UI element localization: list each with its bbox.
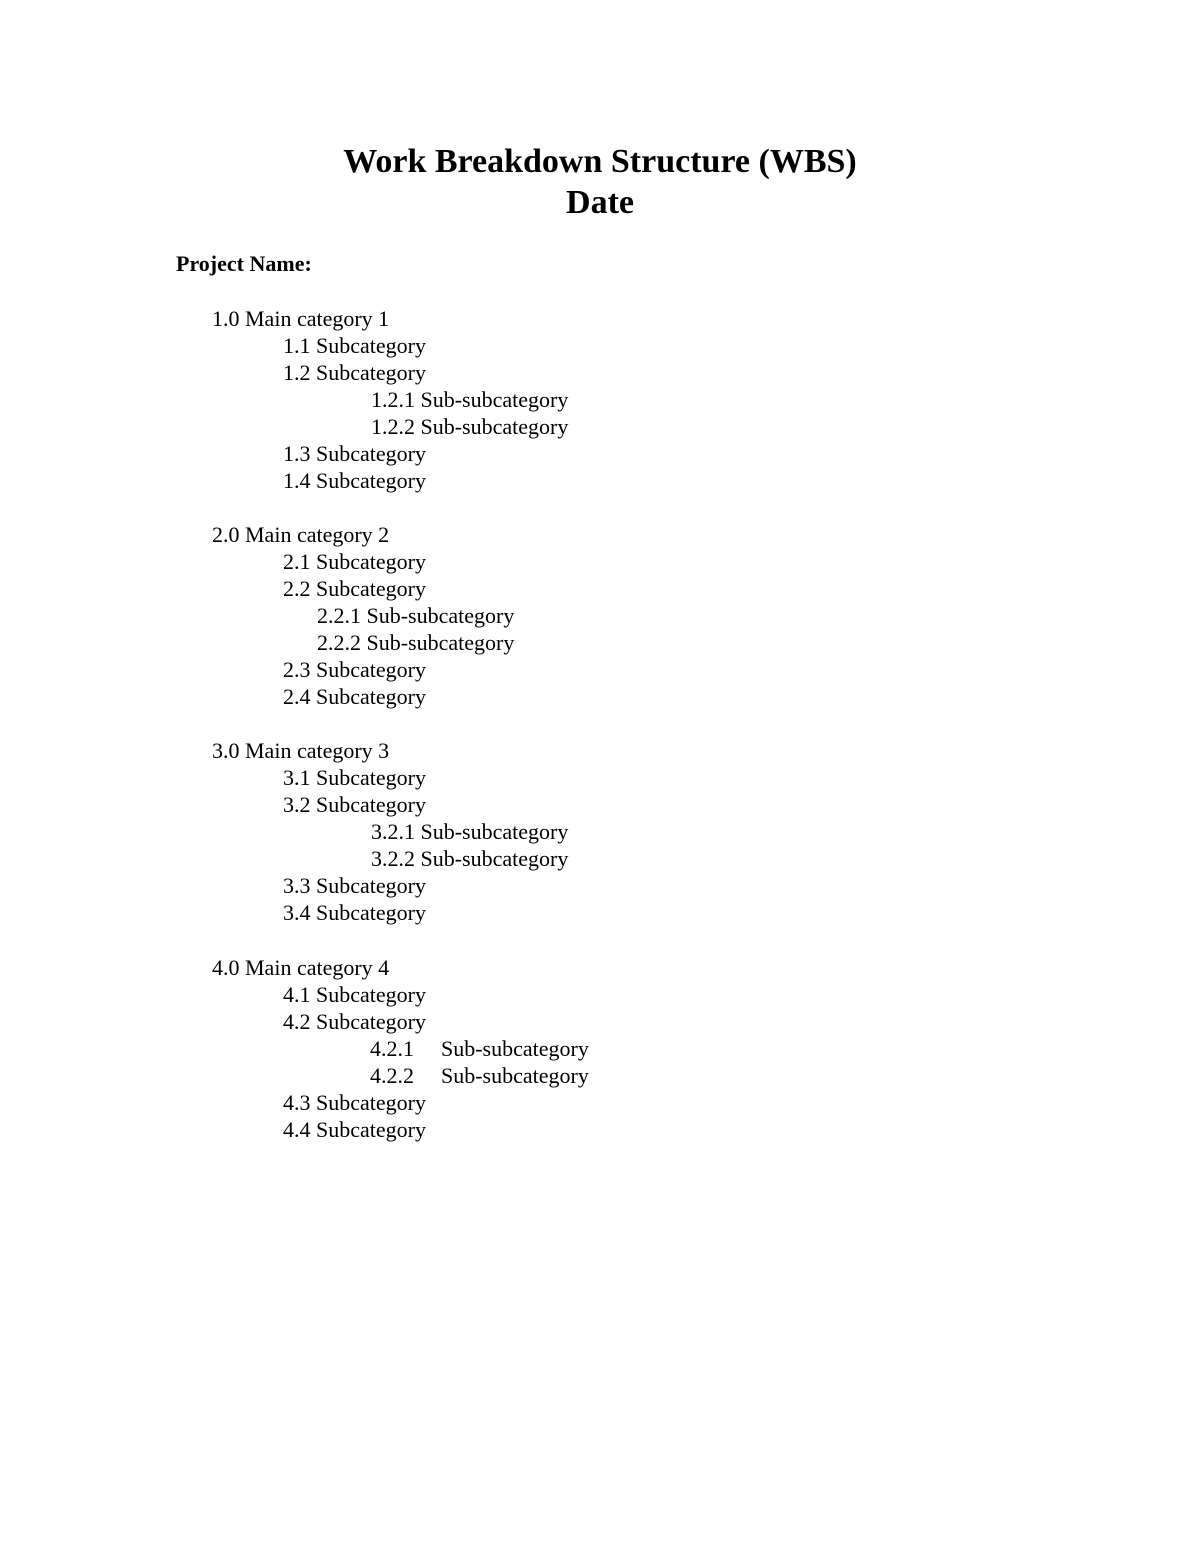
subcategory-label: Subcategory <box>316 765 426 790</box>
subcategory-number: 2.3 <box>283 657 311 682</box>
project-name-label: Project Name: <box>176 251 312 276</box>
subcategory-label: Subcategory <box>316 657 426 682</box>
sub-subcategory <box>317 629 514 656</box>
main-category-label: Main category 4 <box>245 955 390 980</box>
main-category-label: Main category 2 <box>245 522 390 547</box>
sub-subcategory <box>371 413 568 440</box>
sub-subcategory-label: Sub-subcategory <box>366 603 515 628</box>
subcategory-number: 1.4 <box>283 468 311 493</box>
main-category <box>212 521 389 548</box>
subcategory <box>283 1008 426 1035</box>
sub-subcategory-label: Sub-subcategory <box>420 819 569 844</box>
sub-subcategory-number: 4.2.2 <box>370 1063 414 1088</box>
subcategory-label: Subcategory <box>316 900 426 925</box>
document-date: Date <box>566 184 634 221</box>
subcategory-label: Subcategory <box>316 684 426 709</box>
sub-subcategory-label: Sub-subcategory <box>441 1063 589 1088</box>
subcategory-number: 4.1 <box>283 982 311 1007</box>
subcategory <box>283 467 426 494</box>
subcategory-number: 4.4 <box>283 1117 311 1142</box>
subcategory <box>283 981 426 1008</box>
sub-subcategory <box>370 1062 589 1089</box>
subcategory-label: Subcategory <box>316 1090 426 1115</box>
subcategory-number: 2.2 <box>283 576 311 601</box>
subcategory <box>283 899 426 926</box>
sub-subcategory-number: 3.2.2 <box>371 846 415 871</box>
sub-subcategory-number: 2.2.2 <box>317 630 361 655</box>
subcategory <box>283 440 426 467</box>
subcategory-label: Subcategory <box>316 549 426 574</box>
subcategory-label: Subcategory <box>316 360 426 385</box>
subcategory-label: Subcategory <box>316 982 426 1007</box>
sub-subcategory-number: 4.2.1 <box>370 1036 414 1061</box>
sub-subcategory-label: Sub-subcategory <box>420 414 569 439</box>
sub-subcategory-label: Sub-subcategory <box>420 846 569 871</box>
sub-subcategory <box>371 386 568 413</box>
main-category-label: Main category 3 <box>245 738 390 763</box>
main-category-number: 1.0 <box>212 306 240 331</box>
sub-subcategory <box>370 1035 589 1062</box>
subcategory <box>283 1089 426 1116</box>
subcategory-label: Subcategory <box>316 1117 426 1142</box>
subcategory <box>283 359 426 386</box>
subcategory-number: 4.2 <box>283 1009 311 1034</box>
sub-subcategory-label: Sub-subcategory <box>441 1036 589 1061</box>
subcategory <box>283 575 426 602</box>
subcategory <box>283 548 426 575</box>
subcategory <box>283 764 426 791</box>
subcategory <box>283 872 426 899</box>
main-category-number: 3.0 <box>212 738 240 763</box>
sub-subcategory <box>317 602 514 629</box>
subcategory-label: Subcategory <box>316 792 426 817</box>
sub-subcategory-number: 1.2.2 <box>371 414 415 439</box>
subcategory-number: 1.1 <box>283 333 311 358</box>
sub-subcategory-number: 2.2.1 <box>317 603 361 628</box>
subcategory <box>283 683 426 710</box>
subcategory-number: 3.1 <box>283 765 311 790</box>
subcategory-number: 4.3 <box>283 1090 311 1115</box>
subcategory-label: Subcategory <box>316 441 426 466</box>
subcategory-number: 2.1 <box>283 549 311 574</box>
main-category-number: 2.0 <box>212 522 240 547</box>
main-category-label: Main category 1 <box>245 306 390 331</box>
sub-subcategory <box>371 818 568 845</box>
subcategory-number: 1.3 <box>283 441 311 466</box>
main-category <box>212 305 389 332</box>
document-title: Work Breakdown Structure (WBS) <box>343 143 857 180</box>
subcategory-label: Subcategory <box>316 333 426 358</box>
sub-subcategory <box>371 845 568 872</box>
subcategory <box>283 791 426 818</box>
subcategory-number: 1.2 <box>283 360 311 385</box>
subcategory-label: Subcategory <box>316 873 426 898</box>
subcategory <box>283 656 426 683</box>
main-category-number: 4.0 <box>212 955 240 980</box>
main-category <box>212 737 389 764</box>
subcategory-label: Subcategory <box>316 468 426 493</box>
subcategory-label: Subcategory <box>316 1009 426 1034</box>
sub-subcategory-number: 1.2.1 <box>371 387 415 412</box>
subcategory-number: 3.4 <box>283 900 311 925</box>
subcategory-number: 3.3 <box>283 873 311 898</box>
subcategory <box>283 1116 426 1143</box>
subcategory <box>283 332 426 359</box>
subcategory-number: 2.4 <box>283 684 311 709</box>
subcategory-label: Subcategory <box>316 576 426 601</box>
sub-subcategory-label: Sub-subcategory <box>366 630 515 655</box>
main-category <box>212 954 389 981</box>
subcategory-number: 3.2 <box>283 792 311 817</box>
sub-subcategory-label: Sub-subcategory <box>420 387 569 412</box>
sub-subcategory-number: 3.2.1 <box>371 819 415 844</box>
